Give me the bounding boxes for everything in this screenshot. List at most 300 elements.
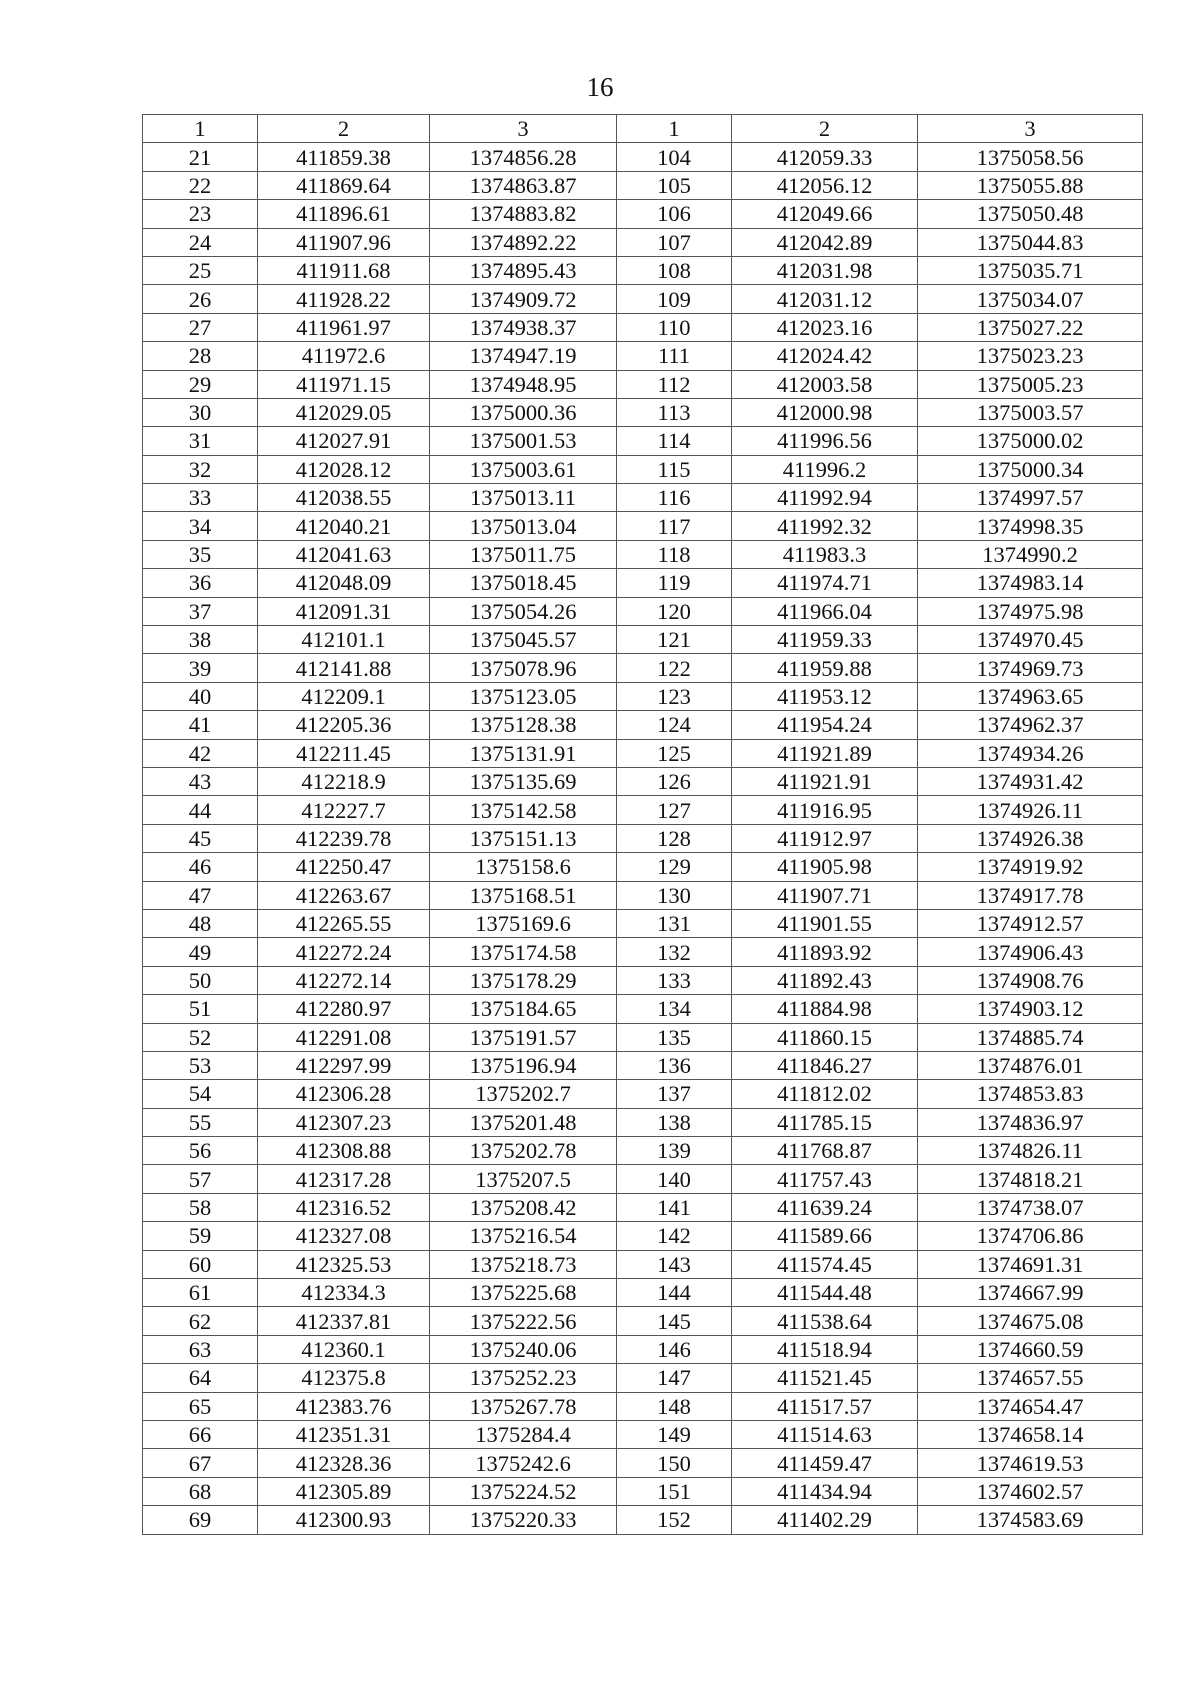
point-number-cell: 61 bbox=[143, 1279, 258, 1307]
point-number-cell: 125 bbox=[617, 739, 732, 767]
table-row bbox=[143, 1193, 1143, 1221]
y-coordinate-cell: 1374903.12 bbox=[918, 995, 1143, 1023]
x-coordinate-cell: 412091.31 bbox=[258, 597, 430, 625]
point-number-cell: 44 bbox=[143, 796, 258, 824]
point-number-cell: 146 bbox=[617, 1335, 732, 1363]
point-number-cell: 47 bbox=[143, 881, 258, 909]
point-number-cell: 37 bbox=[143, 597, 258, 625]
y-coordinate-cell: 1375027.22 bbox=[918, 313, 1143, 341]
x-coordinate-cell: 411996.2 bbox=[732, 455, 918, 483]
x-coordinate-cell: 411785.15 bbox=[732, 1108, 918, 1136]
x-coordinate-cell: 412205.36 bbox=[258, 711, 430, 739]
x-coordinate-cell: 411517.57 bbox=[732, 1392, 918, 1420]
table-row bbox=[143, 256, 1143, 284]
point-number-cell: 27 bbox=[143, 313, 258, 341]
point-number-cell: 63 bbox=[143, 1335, 258, 1363]
y-coordinate-cell: 1375242.6 bbox=[430, 1449, 617, 1477]
y-coordinate-cell: 1374883.82 bbox=[430, 200, 617, 228]
point-number-cell: 133 bbox=[617, 966, 732, 994]
x-coordinate-cell: 411912.97 bbox=[732, 824, 918, 852]
x-coordinate-cell: 412031.12 bbox=[732, 285, 918, 313]
table-row bbox=[143, 881, 1143, 909]
point-number-cell: 39 bbox=[143, 654, 258, 682]
table-row bbox=[143, 171, 1143, 199]
table-row bbox=[143, 1477, 1143, 1505]
x-coordinate-cell: 412024.42 bbox=[732, 342, 918, 370]
x-coordinate-cell: 411907.71 bbox=[732, 881, 918, 909]
point-number-cell: 51 bbox=[143, 995, 258, 1023]
y-coordinate-cell: 1374919.92 bbox=[918, 853, 1143, 881]
point-number-cell: 23 bbox=[143, 200, 258, 228]
y-coordinate-cell: 1375023.23 bbox=[918, 342, 1143, 370]
y-coordinate-cell: 1375218.73 bbox=[430, 1250, 617, 1278]
y-coordinate-cell: 1375225.68 bbox=[430, 1279, 617, 1307]
point-number-cell: 138 bbox=[617, 1108, 732, 1136]
y-coordinate-cell: 1374938.37 bbox=[430, 313, 617, 341]
point-number-cell: 137 bbox=[617, 1080, 732, 1108]
y-coordinate-cell: 1374583.69 bbox=[918, 1506, 1143, 1534]
y-coordinate-cell: 1375178.29 bbox=[430, 966, 617, 994]
point-number-cell: 150 bbox=[617, 1449, 732, 1477]
y-coordinate-cell: 1375207.5 bbox=[430, 1165, 617, 1193]
point-number-cell: 36 bbox=[143, 569, 258, 597]
table-row bbox=[143, 1364, 1143, 1392]
y-coordinate-cell: 1374948.95 bbox=[430, 370, 617, 398]
y-coordinate-cell: 1374856.28 bbox=[430, 143, 617, 171]
y-coordinate-cell: 1374983.14 bbox=[918, 569, 1143, 597]
table-row bbox=[143, 427, 1143, 455]
y-coordinate-cell: 1374658.14 bbox=[918, 1420, 1143, 1448]
x-coordinate-cell: 411966.04 bbox=[732, 597, 918, 625]
point-number-cell: 21 bbox=[143, 143, 258, 171]
page-number: 16 bbox=[586, 72, 614, 102]
x-coordinate-cell: 412211.45 bbox=[258, 739, 430, 767]
x-coordinate-cell: 411911.68 bbox=[258, 256, 430, 284]
y-coordinate-cell: 1374917.78 bbox=[918, 881, 1143, 909]
point-number-cell: 121 bbox=[617, 626, 732, 654]
point-number-cell: 151 bbox=[617, 1477, 732, 1505]
x-coordinate-cell: 412334.3 bbox=[258, 1279, 430, 1307]
header-cell: 3 bbox=[918, 115, 1143, 143]
point-number-cell: 40 bbox=[143, 682, 258, 710]
y-coordinate-cell: 1375035.71 bbox=[918, 256, 1143, 284]
point-number-cell: 46 bbox=[143, 853, 258, 881]
x-coordinate-cell: 412239.78 bbox=[258, 824, 430, 852]
y-coordinate-cell: 1374657.55 bbox=[918, 1364, 1143, 1392]
x-coordinate-cell: 411953.12 bbox=[732, 682, 918, 710]
point-number-cell: 145 bbox=[617, 1307, 732, 1335]
point-number-cell: 141 bbox=[617, 1193, 732, 1221]
x-coordinate-cell: 412209.1 bbox=[258, 682, 430, 710]
x-coordinate-cell: 411538.64 bbox=[732, 1307, 918, 1335]
point-number-cell: 105 bbox=[617, 171, 732, 199]
x-coordinate-cell: 411921.91 bbox=[732, 767, 918, 795]
point-number-cell: 126 bbox=[617, 767, 732, 795]
y-coordinate-cell: 1375058.56 bbox=[918, 143, 1143, 171]
point-number-cell: 134 bbox=[617, 995, 732, 1023]
y-coordinate-cell: 1375078.96 bbox=[430, 654, 617, 682]
header-cell: 2 bbox=[258, 115, 430, 143]
table-row bbox=[143, 1392, 1143, 1420]
x-coordinate-cell: 412297.99 bbox=[258, 1051, 430, 1079]
y-coordinate-cell: 1374926.38 bbox=[918, 824, 1143, 852]
point-number-cell: 142 bbox=[617, 1222, 732, 1250]
x-coordinate-cell: 412101.1 bbox=[258, 626, 430, 654]
point-number-cell: 25 bbox=[143, 256, 258, 284]
y-coordinate-cell: 1374654.47 bbox=[918, 1392, 1143, 1420]
point-number-cell: 38 bbox=[143, 626, 258, 654]
x-coordinate-cell: 412291.08 bbox=[258, 1023, 430, 1051]
coordinates-table bbox=[142, 114, 1143, 1535]
y-coordinate-cell: 1375174.58 bbox=[430, 938, 617, 966]
header-cell: 2 bbox=[732, 115, 918, 143]
point-number-cell: 109 bbox=[617, 285, 732, 313]
point-number-cell: 123 bbox=[617, 682, 732, 710]
table-row bbox=[143, 1222, 1143, 1250]
x-coordinate-cell: 411757.43 bbox=[732, 1165, 918, 1193]
point-number-cell: 107 bbox=[617, 228, 732, 256]
table-row bbox=[143, 966, 1143, 994]
y-coordinate-cell: 1374826.11 bbox=[918, 1137, 1143, 1165]
point-number-cell: 31 bbox=[143, 427, 258, 455]
point-number-cell: 116 bbox=[617, 484, 732, 512]
x-coordinate-cell: 412059.33 bbox=[732, 143, 918, 171]
y-coordinate-cell: 1374997.57 bbox=[918, 484, 1143, 512]
y-coordinate-cell: 1375128.38 bbox=[430, 711, 617, 739]
y-coordinate-cell: 1375003.57 bbox=[918, 398, 1143, 426]
table-row bbox=[143, 767, 1143, 795]
x-coordinate-cell: 412263.67 bbox=[258, 881, 430, 909]
y-coordinate-cell: 1375201.48 bbox=[430, 1108, 617, 1136]
point-number-cell: 112 bbox=[617, 370, 732, 398]
x-coordinate-cell: 411846.27 bbox=[732, 1051, 918, 1079]
table-row bbox=[143, 313, 1143, 341]
y-coordinate-cell: 1375220.33 bbox=[430, 1506, 617, 1534]
x-coordinate-cell: 411961.97 bbox=[258, 313, 430, 341]
x-coordinate-cell: 411928.22 bbox=[258, 285, 430, 313]
table-row bbox=[143, 1279, 1143, 1307]
table-row bbox=[143, 285, 1143, 313]
y-coordinate-cell: 1375003.61 bbox=[430, 455, 617, 483]
x-coordinate-cell: 411860.15 bbox=[732, 1023, 918, 1051]
x-coordinate-cell: 412031.98 bbox=[732, 256, 918, 284]
point-number-cell: 122 bbox=[617, 654, 732, 682]
x-coordinate-cell: 411916.95 bbox=[732, 796, 918, 824]
point-number-cell: 115 bbox=[617, 455, 732, 483]
y-coordinate-cell: 1375222.56 bbox=[430, 1307, 617, 1335]
x-coordinate-cell: 412227.7 bbox=[258, 796, 430, 824]
table-row bbox=[143, 711, 1143, 739]
point-number-cell: 136 bbox=[617, 1051, 732, 1079]
y-coordinate-cell: 1375252.23 bbox=[430, 1364, 617, 1392]
x-coordinate-cell: 411996.56 bbox=[732, 427, 918, 455]
y-coordinate-cell: 1375196.94 bbox=[430, 1051, 617, 1079]
y-coordinate-cell: 1375208.42 bbox=[430, 1193, 617, 1221]
x-coordinate-cell: 411521.45 bbox=[732, 1364, 918, 1392]
table-row bbox=[143, 824, 1143, 852]
table-row bbox=[143, 1165, 1143, 1193]
x-coordinate-cell: 412250.47 bbox=[258, 853, 430, 881]
y-coordinate-cell: 1375123.05 bbox=[430, 682, 617, 710]
y-coordinate-cell: 1375001.53 bbox=[430, 427, 617, 455]
x-coordinate-cell: 412042.89 bbox=[732, 228, 918, 256]
table-row bbox=[143, 455, 1143, 483]
point-number-cell: 135 bbox=[617, 1023, 732, 1051]
y-coordinate-cell: 1374963.65 bbox=[918, 682, 1143, 710]
x-coordinate-cell: 412049.66 bbox=[732, 200, 918, 228]
point-number-cell: 32 bbox=[143, 455, 258, 483]
y-coordinate-cell: 1375045.57 bbox=[430, 626, 617, 654]
y-coordinate-cell: 1375013.11 bbox=[430, 484, 617, 512]
x-coordinate-cell: 411992.94 bbox=[732, 484, 918, 512]
point-number-cell: 28 bbox=[143, 342, 258, 370]
x-coordinate-cell: 411983.3 bbox=[732, 540, 918, 568]
point-number-cell: 22 bbox=[143, 171, 258, 199]
y-coordinate-cell: 1375184.65 bbox=[430, 995, 617, 1023]
x-coordinate-cell: 411812.02 bbox=[732, 1080, 918, 1108]
y-coordinate-cell: 1374675.08 bbox=[918, 1307, 1143, 1335]
y-coordinate-cell: 1374619.53 bbox=[918, 1449, 1143, 1477]
table-row bbox=[143, 1137, 1143, 1165]
x-coordinate-cell: 411892.43 bbox=[732, 966, 918, 994]
y-coordinate-cell: 1375131.91 bbox=[430, 739, 617, 767]
table-row bbox=[143, 1420, 1143, 1448]
point-number-cell: 33 bbox=[143, 484, 258, 512]
x-coordinate-cell: 412023.16 bbox=[732, 313, 918, 341]
table-row bbox=[143, 597, 1143, 625]
y-coordinate-cell: 1374947.19 bbox=[430, 342, 617, 370]
y-coordinate-cell: 1374667.99 bbox=[918, 1279, 1143, 1307]
point-number-cell: 110 bbox=[617, 313, 732, 341]
table-row bbox=[143, 938, 1143, 966]
point-number-cell: 35 bbox=[143, 540, 258, 568]
y-coordinate-cell: 1374876.01 bbox=[918, 1051, 1143, 1079]
point-number-cell: 149 bbox=[617, 1420, 732, 1448]
point-number-cell: 58 bbox=[143, 1193, 258, 1221]
point-number-cell: 67 bbox=[143, 1449, 258, 1477]
table-row bbox=[143, 1506, 1143, 1534]
table-row bbox=[143, 796, 1143, 824]
y-coordinate-cell: 1375168.51 bbox=[430, 881, 617, 909]
point-number-cell: 30 bbox=[143, 398, 258, 426]
point-number-cell: 65 bbox=[143, 1392, 258, 1420]
point-number-cell: 49 bbox=[143, 938, 258, 966]
point-number-cell: 147 bbox=[617, 1364, 732, 1392]
point-number-cell: 24 bbox=[143, 228, 258, 256]
y-coordinate-cell: 1375044.83 bbox=[918, 228, 1143, 256]
y-coordinate-cell: 1375000.36 bbox=[430, 398, 617, 426]
y-coordinate-cell: 1375151.13 bbox=[430, 824, 617, 852]
x-coordinate-cell: 412317.28 bbox=[258, 1165, 430, 1193]
y-coordinate-cell: 1374975.98 bbox=[918, 597, 1143, 625]
y-coordinate-cell: 1374885.74 bbox=[918, 1023, 1143, 1051]
y-coordinate-cell: 1374863.87 bbox=[430, 171, 617, 199]
x-coordinate-cell: 411639.24 bbox=[732, 1193, 918, 1221]
header-cell: 1 bbox=[617, 115, 732, 143]
y-coordinate-cell: 1374892.22 bbox=[430, 228, 617, 256]
y-coordinate-cell: 1375224.52 bbox=[430, 1477, 617, 1505]
point-number-cell: 139 bbox=[617, 1137, 732, 1165]
x-coordinate-cell: 411972.6 bbox=[258, 342, 430, 370]
point-number-cell: 108 bbox=[617, 256, 732, 284]
point-number-cell: 53 bbox=[143, 1051, 258, 1079]
table-row bbox=[143, 228, 1143, 256]
x-coordinate-cell: 412041.63 bbox=[258, 540, 430, 568]
y-coordinate-cell: 1375191.57 bbox=[430, 1023, 617, 1051]
point-number-cell: 56 bbox=[143, 1137, 258, 1165]
point-number-cell: 43 bbox=[143, 767, 258, 795]
table-header-row bbox=[143, 115, 1143, 143]
y-coordinate-cell: 1374990.2 bbox=[918, 540, 1143, 568]
table-row bbox=[143, 200, 1143, 228]
point-number-cell: 62 bbox=[143, 1307, 258, 1335]
point-number-cell: 148 bbox=[617, 1392, 732, 1420]
x-coordinate-cell: 411402.29 bbox=[732, 1506, 918, 1534]
point-number-cell: 127 bbox=[617, 796, 732, 824]
y-coordinate-cell: 1375216.54 bbox=[430, 1222, 617, 1250]
table-row bbox=[143, 1023, 1143, 1051]
x-coordinate-cell: 412327.08 bbox=[258, 1222, 430, 1250]
x-coordinate-cell: 411992.32 bbox=[732, 512, 918, 540]
y-coordinate-cell: 1374691.31 bbox=[918, 1250, 1143, 1278]
point-number-cell: 118 bbox=[617, 540, 732, 568]
x-coordinate-cell: 411574.45 bbox=[732, 1250, 918, 1278]
x-coordinate-cell: 412316.52 bbox=[258, 1193, 430, 1221]
x-coordinate-cell: 412308.88 bbox=[258, 1137, 430, 1165]
x-coordinate-cell: 412000.98 bbox=[732, 398, 918, 426]
y-coordinate-cell: 1375240.06 bbox=[430, 1335, 617, 1363]
y-coordinate-cell: 1375142.58 bbox=[430, 796, 617, 824]
x-coordinate-cell: 412375.8 bbox=[258, 1364, 430, 1392]
x-coordinate-cell: 412048.09 bbox=[258, 569, 430, 597]
y-coordinate-cell: 1374602.57 bbox=[918, 1477, 1143, 1505]
y-coordinate-cell: 1374906.43 bbox=[918, 938, 1143, 966]
y-coordinate-cell: 1374926.11 bbox=[918, 796, 1143, 824]
x-coordinate-cell: 412003.58 bbox=[732, 370, 918, 398]
x-coordinate-cell: 411896.61 bbox=[258, 200, 430, 228]
y-coordinate-cell: 1374962.37 bbox=[918, 711, 1143, 739]
point-number-cell: 68 bbox=[143, 1477, 258, 1505]
point-number-cell: 152 bbox=[617, 1506, 732, 1534]
point-number-cell: 64 bbox=[143, 1364, 258, 1392]
y-coordinate-cell: 1374738.07 bbox=[918, 1193, 1143, 1221]
y-coordinate-cell: 1375284.4 bbox=[430, 1420, 617, 1448]
x-coordinate-cell: 411768.87 bbox=[732, 1137, 918, 1165]
x-coordinate-cell: 412056.12 bbox=[732, 171, 918, 199]
y-coordinate-cell: 1374998.35 bbox=[918, 512, 1143, 540]
point-number-cell: 124 bbox=[617, 711, 732, 739]
x-coordinate-cell: 412218.9 bbox=[258, 767, 430, 795]
y-coordinate-cell: 1375034.07 bbox=[918, 285, 1143, 313]
y-coordinate-cell: 1374895.43 bbox=[430, 256, 617, 284]
point-number-cell: 131 bbox=[617, 909, 732, 937]
y-coordinate-cell: 1374853.83 bbox=[918, 1080, 1143, 1108]
y-coordinate-cell: 1374706.86 bbox=[918, 1222, 1143, 1250]
y-coordinate-cell: 1375169.6 bbox=[430, 909, 617, 937]
point-number-cell: 130 bbox=[617, 881, 732, 909]
point-number-cell: 48 bbox=[143, 909, 258, 937]
x-coordinate-cell: 411901.55 bbox=[732, 909, 918, 937]
table-row bbox=[143, 540, 1143, 568]
table-row bbox=[143, 739, 1143, 767]
point-number-cell: 42 bbox=[143, 739, 258, 767]
y-coordinate-cell: 1375005.23 bbox=[918, 370, 1143, 398]
point-number-cell: 50 bbox=[143, 966, 258, 994]
table-row bbox=[143, 909, 1143, 937]
x-coordinate-cell: 411884.98 bbox=[732, 995, 918, 1023]
y-coordinate-cell: 1374908.76 bbox=[918, 966, 1143, 994]
x-coordinate-cell: 412325.53 bbox=[258, 1250, 430, 1278]
table-row bbox=[143, 1108, 1143, 1136]
y-coordinate-cell: 1375202.7 bbox=[430, 1080, 617, 1108]
x-coordinate-cell: 411544.48 bbox=[732, 1279, 918, 1307]
point-number-cell: 59 bbox=[143, 1222, 258, 1250]
point-number-cell: 29 bbox=[143, 370, 258, 398]
x-coordinate-cell: 412337.81 bbox=[258, 1307, 430, 1335]
table-row bbox=[143, 626, 1143, 654]
x-coordinate-cell: 411869.64 bbox=[258, 171, 430, 199]
table-row bbox=[143, 654, 1143, 682]
y-coordinate-cell: 1375202.78 bbox=[430, 1137, 617, 1165]
point-number-cell: 132 bbox=[617, 938, 732, 966]
y-coordinate-cell: 1374660.59 bbox=[918, 1335, 1143, 1363]
y-coordinate-cell: 1375267.78 bbox=[430, 1392, 617, 1420]
x-coordinate-cell: 412272.24 bbox=[258, 938, 430, 966]
y-coordinate-cell: 1375055.88 bbox=[918, 171, 1143, 199]
table-row bbox=[143, 1080, 1143, 1108]
y-coordinate-cell: 1375011.75 bbox=[430, 540, 617, 568]
y-coordinate-cell: 1375135.69 bbox=[430, 767, 617, 795]
x-coordinate-cell: 411514.63 bbox=[732, 1420, 918, 1448]
x-coordinate-cell: 412027.91 bbox=[258, 427, 430, 455]
x-coordinate-cell: 411907.96 bbox=[258, 228, 430, 256]
point-number-cell: 120 bbox=[617, 597, 732, 625]
point-number-cell: 54 bbox=[143, 1080, 258, 1108]
x-coordinate-cell: 411518.94 bbox=[732, 1335, 918, 1363]
point-number-cell: 69 bbox=[143, 1506, 258, 1534]
x-coordinate-cell: 412040.21 bbox=[258, 512, 430, 540]
table-row bbox=[143, 1051, 1143, 1079]
y-coordinate-cell: 1374970.45 bbox=[918, 626, 1143, 654]
x-coordinate-cell: 412360.1 bbox=[258, 1335, 430, 1363]
point-number-cell: 140 bbox=[617, 1165, 732, 1193]
y-coordinate-cell: 1375158.6 bbox=[430, 853, 617, 881]
x-coordinate-cell: 411959.33 bbox=[732, 626, 918, 654]
point-number-cell: 26 bbox=[143, 285, 258, 313]
coordinates-table-body bbox=[143, 115, 1143, 1535]
header-cell: 1 bbox=[143, 115, 258, 143]
x-coordinate-cell: 412265.55 bbox=[258, 909, 430, 937]
point-number-cell: 55 bbox=[143, 1108, 258, 1136]
x-coordinate-cell: 412029.05 bbox=[258, 398, 430, 426]
table-row bbox=[143, 682, 1143, 710]
x-coordinate-cell: 411589.66 bbox=[732, 1222, 918, 1250]
x-coordinate-cell: 411434.94 bbox=[732, 1477, 918, 1505]
x-coordinate-cell: 412141.88 bbox=[258, 654, 430, 682]
x-coordinate-cell: 411954.24 bbox=[732, 711, 918, 739]
point-number-cell: 34 bbox=[143, 512, 258, 540]
point-number-cell: 119 bbox=[617, 569, 732, 597]
x-coordinate-cell: 412383.76 bbox=[258, 1392, 430, 1420]
x-coordinate-cell: 412272.14 bbox=[258, 966, 430, 994]
x-coordinate-cell: 411971.15 bbox=[258, 370, 430, 398]
y-coordinate-cell: 1374934.26 bbox=[918, 739, 1143, 767]
x-coordinate-cell: 412328.36 bbox=[258, 1449, 430, 1477]
point-number-cell: 52 bbox=[143, 1023, 258, 1051]
table-row bbox=[143, 995, 1143, 1023]
y-coordinate-cell: 1375054.26 bbox=[430, 597, 617, 625]
table-row bbox=[143, 853, 1143, 881]
